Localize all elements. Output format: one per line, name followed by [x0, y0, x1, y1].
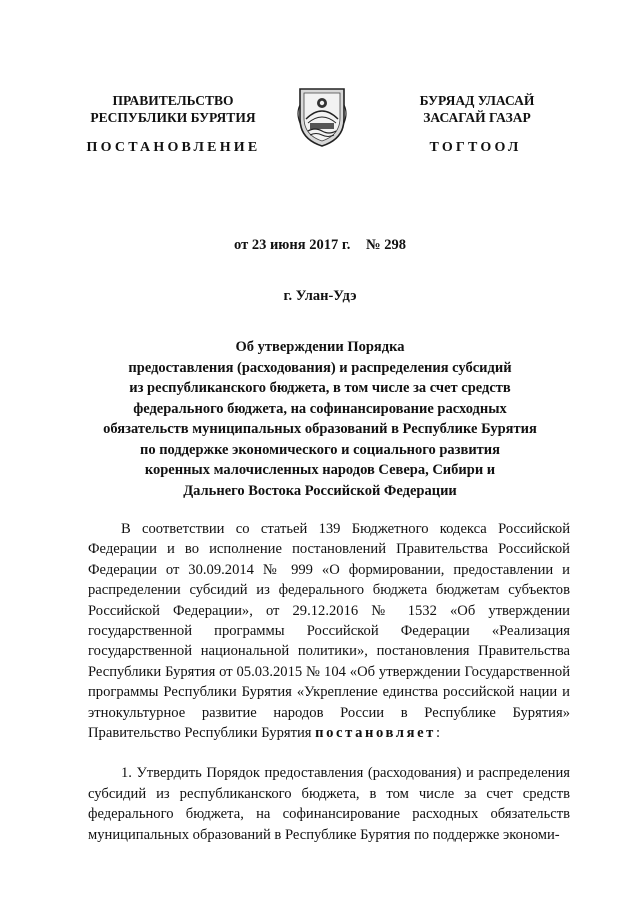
title-line: федерального бюджета, на софинансирование расходных	[133, 400, 507, 417]
title-line: по поддержке экономического и социального развития	[139, 441, 501, 458]
header-left-line1: ПРАВИТЕЛЬСТВО	[112, 93, 234, 108]
title-line: обязательств муниципальных образований в Республике Бурятия	[103, 421, 537, 437]
city-line: г. Улан-Удэ	[283, 288, 357, 304]
decree-label-bua: ТОГТООЛ	[429, 140, 522, 155]
title-line: предоставления (расходования) и распределения субсидий	[128, 359, 512, 376]
header-right-line1: БУРЯАД УЛАСАЙ	[419, 93, 535, 108]
title-line: коренных малочисленных народов Севера, Сибири и	[144, 462, 496, 478]
decree-date: от 23 июня 2017 г.	[234, 237, 351, 253]
document-body	[88, 519, 570, 845]
resolves-word: постановляет	[315, 725, 436, 742]
decree-number: № 298	[366, 237, 406, 253]
document-title	[80, 337, 560, 501]
header-left-line2: РЕСПУБЛИКИ БУРЯТИЯ	[90, 110, 256, 125]
date-line	[0, 237, 640, 254]
title-line: из республиканского бюджета, в том числе за счет средств	[129, 380, 511, 396]
header-right-line2: ЗАСАГАЙ ГАЗАР	[423, 110, 531, 125]
preamble-paragraph	[88, 519, 570, 743]
header-left-block	[78, 92, 268, 126]
coat-of-arms-icon	[294, 83, 350, 149]
item-1-paragraph: 1. Утвердить Порядок предоставления (расходования) и распределения субсидий из республиканского бюджета, в том числе за счет средств федерального бюджета, на софинансирование расходных обязательств муниципальных образований в Республике Бурятия по поддержке экономи-	[88, 765, 570, 843]
preamble-text: В соответствии со статьей 139 Бюджетного кодекса Российской Федерации и во исполнение постановлений Правительства Российской Федерации от 30.09.2014 № 999 «О формировании, предоставлении и распределении субсидий из федерального бюджета бюджетам субъектов Российской Федерации», от 29.12.2016 № 1532 «Об утверждении государственной программы Российской Федерации «Реализация государственной национальной политики», постановления Правительства Республики Бурятия от 05.03.2015 № 104 «Об утверждении Государственной программы Республики Бурятия «Укрепление единства российской нации и этнокультурное развитие народов России в Республике Бурятия» Правительство Республики Бурятия	[88, 521, 570, 742]
resolves-punctuation: :	[435, 725, 440, 742]
header-right-block	[382, 92, 572, 126]
decree-label-ru: ПОСТАНОВЛЕНИЕ	[86, 140, 261, 155]
title-line: Об утверждении Порядка	[235, 339, 405, 355]
title-line: Дальнего Востока Российской Федерации	[183, 482, 457, 499]
